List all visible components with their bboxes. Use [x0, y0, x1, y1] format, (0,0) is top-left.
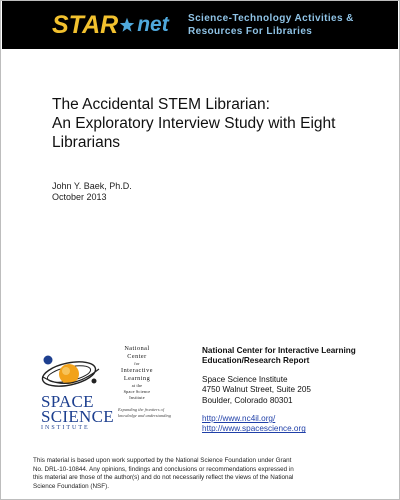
title-line: An Exploratory Interview Study with Eight: [52, 115, 336, 132]
publication-date: October 2013: [52, 192, 107, 202]
ncil-title: [106, 345, 168, 401]
tagline-line: Resources For Libraries: [188, 26, 313, 37]
ncil-title-line: Interactive: [121, 367, 153, 374]
header-banner: [2, 1, 398, 49]
document-title: [52, 95, 372, 152]
space-science-wordmark: [41, 392, 114, 433]
address-line: Boulder, Colorado 80301: [202, 395, 293, 405]
tagline-line: Science-Technology Activities &: [188, 13, 354, 24]
wordmark-science: SCIENCE: [41, 407, 114, 426]
ncil-title-line: for: [134, 361, 140, 366]
ncil-logo: [39, 345, 179, 445]
disclaimer-line: Science Foundation (NSF).: [33, 482, 109, 490]
title-line: The Accidental STEM Librarian:: [52, 96, 270, 113]
wordmark-space: SPACE: [41, 392, 94, 411]
funding-disclaimer: [33, 457, 378, 491]
author-block: [52, 181, 132, 203]
spacescience-link[interactable]: http://www.spacescience.org: [202, 424, 306, 434]
orbit-icon: [39, 347, 105, 395]
wordmark-institute: INSTITUTE: [41, 425, 90, 431]
ncil-title-line: at the: [131, 383, 143, 388]
ncil-title-line: Learning: [123, 375, 151, 382]
header-tagline: [188, 12, 354, 38]
report-heading: National Center for Interactive Learning: [202, 346, 356, 355]
ncil-title-line: Space Science: [123, 389, 151, 394]
ncil-tagline: Expanding the frontiers of knowledge and understanding: [118, 407, 171, 418]
organization-name: Space Science Institute: [202, 374, 288, 384]
disclaimer-line: This material is based upon work supported by the National Science Foundation under Grant: [33, 457, 292, 464]
ncil-link[interactable]: http://www.nc4il.org/: [202, 414, 276, 424]
ncil-title-line: Center: [127, 353, 147, 360]
logo-net-text: net: [137, 13, 169, 36]
disclaimer-line: No. DRL-10-10844. Any opinions, findings and conclusions or recommendations expressed in: [33, 465, 294, 473]
report-heading: Education/Research Report: [202, 356, 310, 366]
author-name: John Y. Baek, Ph.D.: [52, 181, 132, 191]
report-info: [202, 346, 392, 435]
starnet-logo: [52, 7, 169, 43]
logo-star-text: STAR: [52, 10, 119, 39]
address-line: 4750 Walnut Street, Suite 205: [202, 385, 311, 395]
ncil-title-line: National: [124, 345, 150, 352]
ncil-title-line: Institute: [129, 395, 145, 400]
title-line: Librarians: [52, 134, 121, 151]
disclaimer-line: this material are those of the author(s) and do not necessarily reflect the views of the National: [33, 474, 294, 482]
star-icon: [119, 17, 135, 33]
